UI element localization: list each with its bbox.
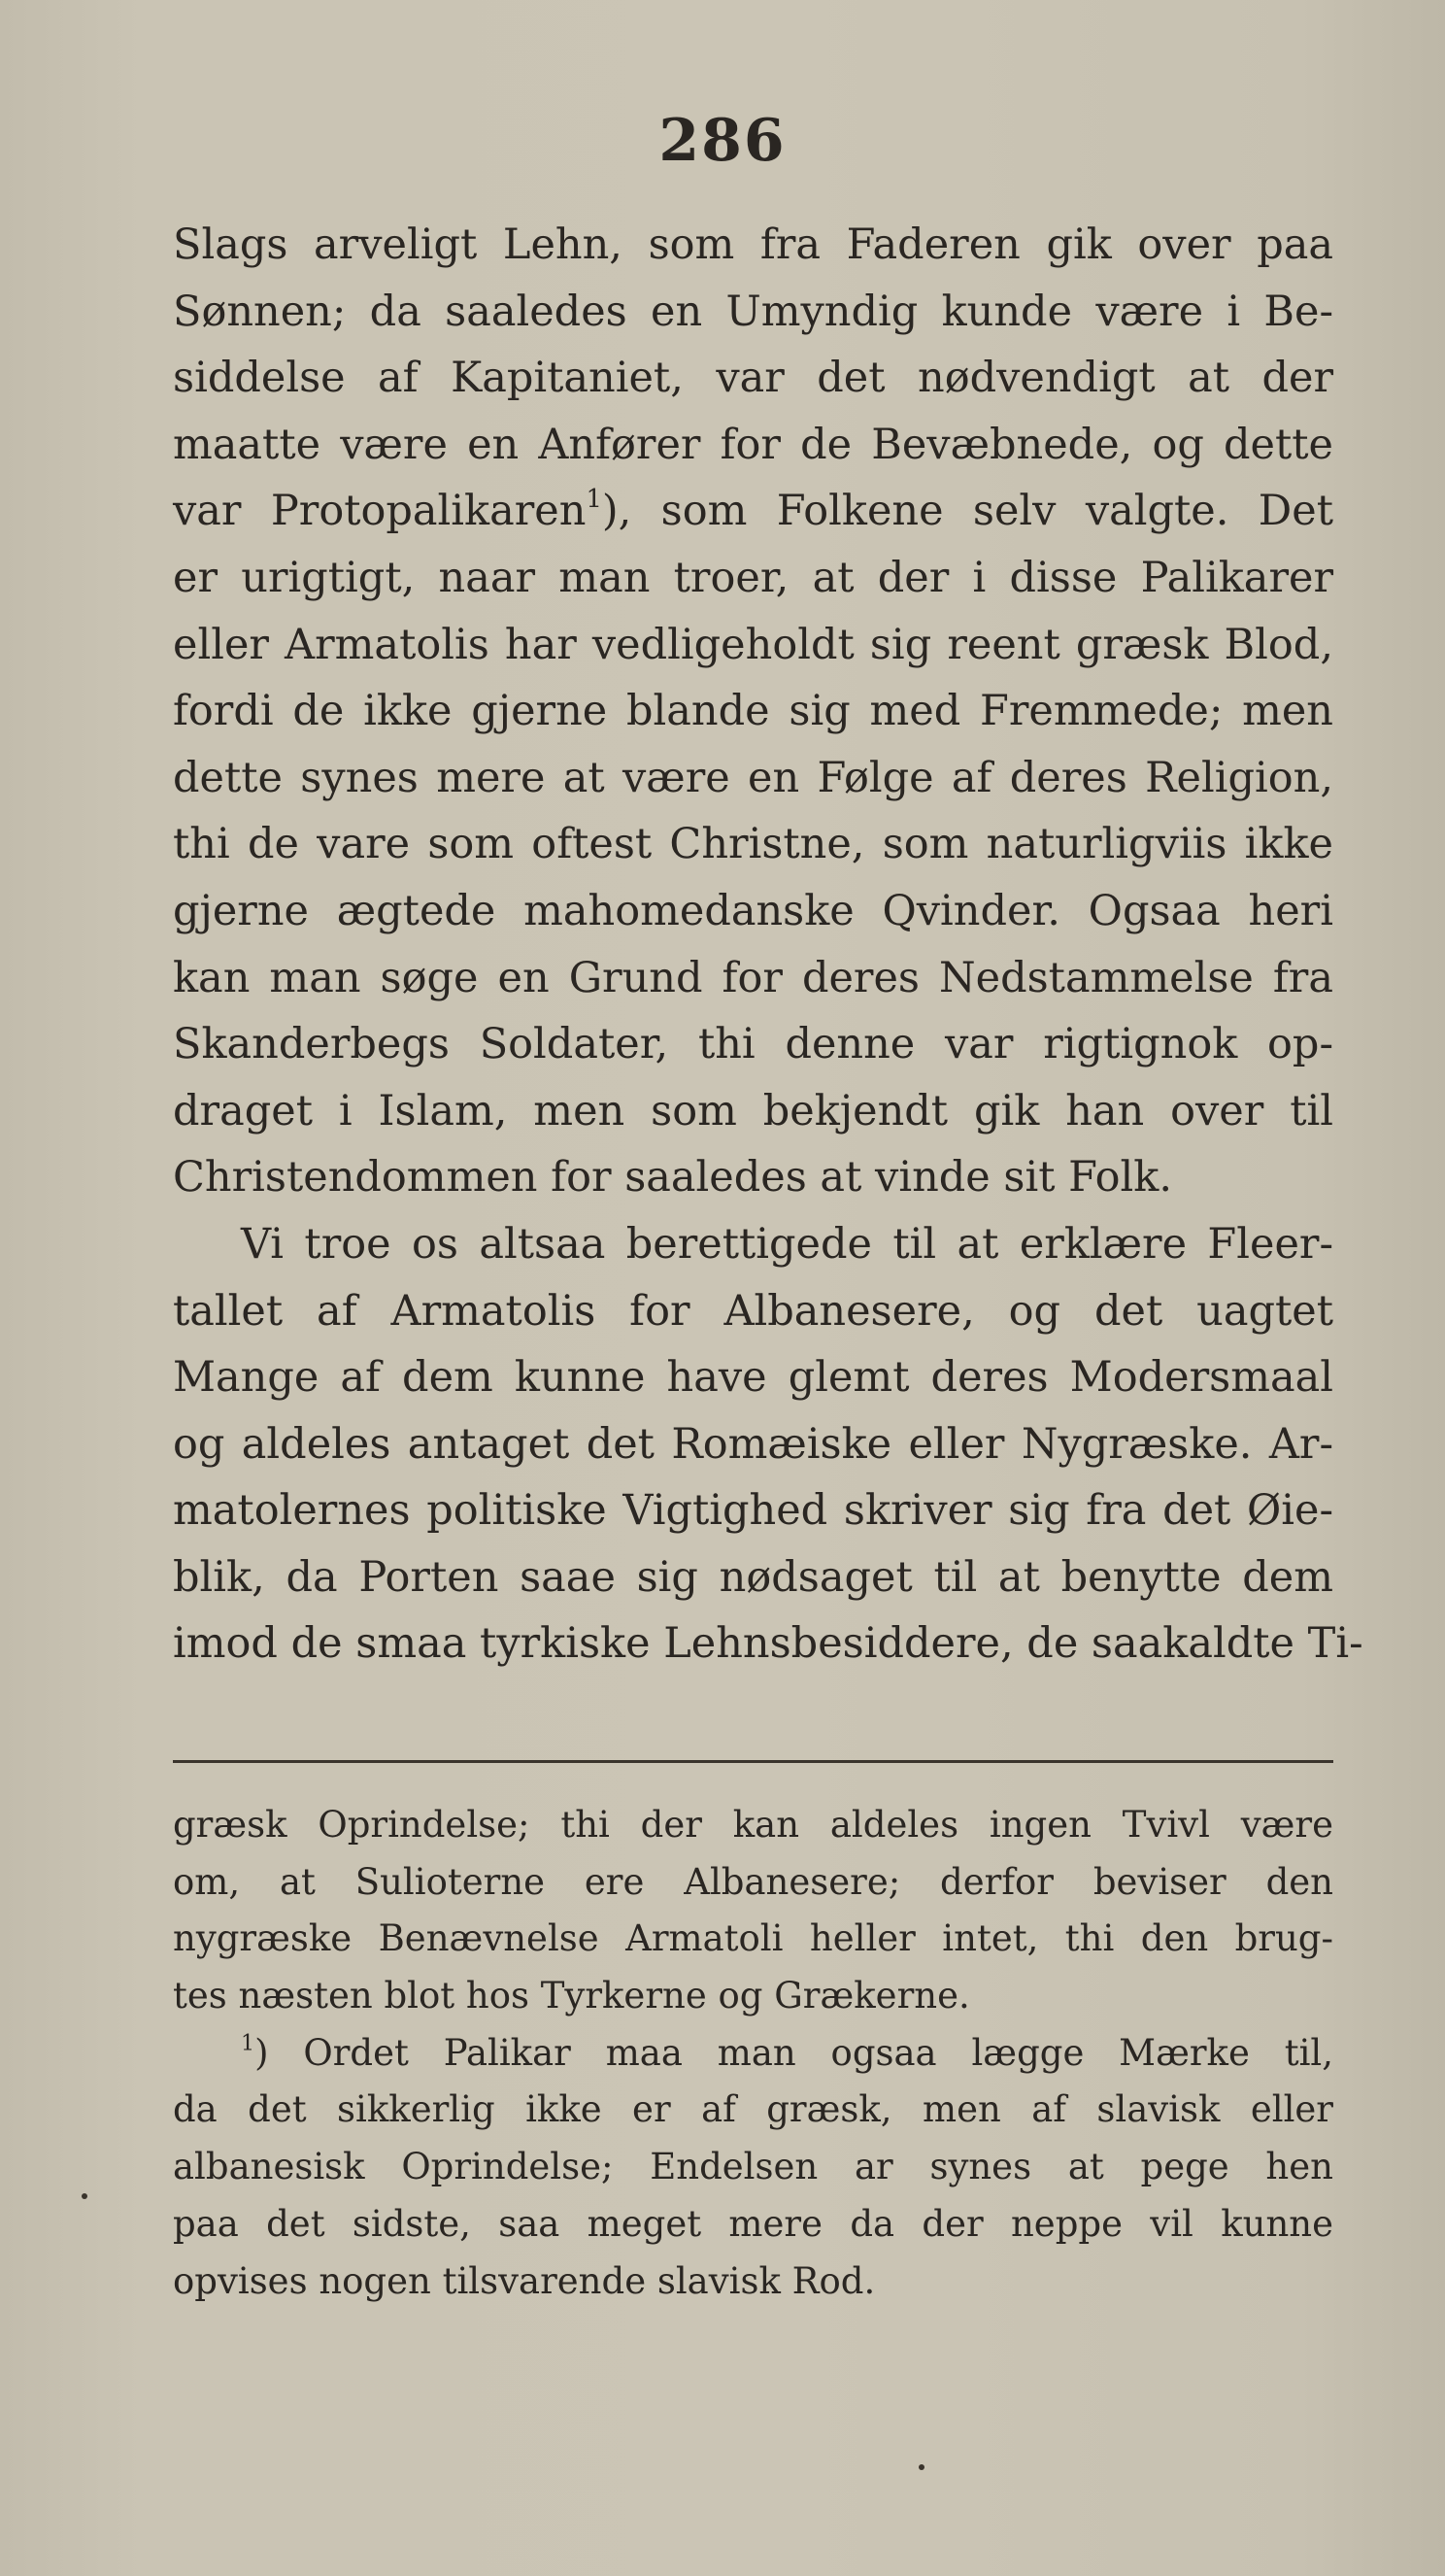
text-line: Vi troe os altsaa berettigede til at erklære Fleer- bbox=[241, 1219, 1333, 1269]
text-line: er urigtigt, naar man troer, at der i disse Palikarer bbox=[173, 553, 1333, 602]
text-line: kan man søge en Grund for deres Nedstammelse fra bbox=[173, 953, 1333, 1002]
text-line: eller Armatolis har vedligeholdt sig reent græsk Blod, bbox=[173, 620, 1333, 669]
text-line: og aldeles antaget det Romæiske eller Nygræske. Ar- bbox=[173, 1419, 1333, 1469]
page-number: 286 bbox=[658, 107, 787, 175]
text-segment: var Protopalikaren bbox=[173, 487, 587, 536]
text-line: draget i Islam, men som bekjendt gik han over til bbox=[173, 1086, 1333, 1135]
footnote-line: paa det sidste, saa meget mere da der neppe vil kunne bbox=[173, 2202, 1333, 2245]
main-text bbox=[173, 212, 1363, 1678]
footnote-line: opvises nogen tilsvarende slavisk Rod. bbox=[173, 2259, 876, 2302]
text-line: matolernes politiske Vigtighed skriver sig fra det Øie- bbox=[173, 1486, 1333, 1536]
footnote-marker-paren: ) bbox=[254, 2031, 269, 2074]
text-line: tallet af Armatolis for Albanesere, og det uagtet bbox=[173, 1286, 1333, 1336]
text-line: Sønnen; da saaledes en Umyndig kunde være i Be- bbox=[173, 287, 1333, 336]
footnote-marker: 1 bbox=[241, 2030, 255, 2056]
text-line: siddelse af Kapitaniet, var det nødvendigt at der bbox=[173, 354, 1333, 403]
text-line: thi de vare som oftest Christne, som naturligviis ikke bbox=[173, 820, 1333, 869]
text-line: dette synes mere at være en Følge af deres Religion, bbox=[173, 753, 1333, 802]
paper-speck bbox=[919, 2464, 924, 2470]
text-line: gjerne ægtede mahomedanske Qvinder. Ogsaa heri bbox=[173, 886, 1333, 935]
text-line: Slags arveligt Lehn, som fra Faderen gik over paa bbox=[173, 220, 1333, 269]
footnote-reference: 1 bbox=[586, 485, 602, 515]
text-line: Skanderbegs Soldater, thi denne var rigtignok op- bbox=[173, 1020, 1333, 1069]
footnote-line: græsk Oprindelse; thi der kan aldeles ingen Tvivl være bbox=[173, 1804, 1333, 1846]
text-line: Mange af dem kunne have glemt deres Modersmaal bbox=[173, 1353, 1333, 1403]
footnote-line: albanesisk Oprindelse; Endelsen ar synes at pege hen bbox=[173, 2146, 1333, 2188]
footnote-line: da det sikkerlig ikke er af græsk, men af slavisk eller bbox=[173, 2088, 1333, 2131]
text-line: blik, da Porten saae sig nødsaget til at benytte dem bbox=[173, 1552, 1333, 1602]
footnote-line: nygræske Benævnelse Armatoli heller intet, thi den brug- bbox=[173, 1917, 1333, 1960]
text-line bbox=[173, 478, 1333, 545]
text-line: imod de smaa tyrkiske Lehnsbesiddere, de saakaldte Ti- bbox=[173, 1619, 1363, 1669]
text-line: Christendommen for saaledes at vinde sit Folk. bbox=[173, 1153, 1173, 1203]
text-line: maatte være en Anfører for de Bevæbnede, og dette bbox=[173, 420, 1333, 469]
footnote-line: om, at Sulioterne ere Albanesere; derfor beviser den bbox=[173, 1860, 1333, 1903]
footnote-divider bbox=[173, 1760, 1333, 1763]
text-line: fordi de ikke gjerne blande sig med Fremmede; men bbox=[173, 687, 1333, 736]
text-segment: Ordet Palikar maa man ogsaa lægge Mærke til, bbox=[303, 2031, 1333, 2074]
footnotes bbox=[173, 1797, 1333, 2310]
paper-speck bbox=[82, 2193, 87, 2199]
text-segment: ), som Folkene selv valgte. Det bbox=[601, 487, 1333, 536]
footnote-line bbox=[173, 2025, 1333, 2083]
footnote-line: tes næsten blot hos Tyrkerne og Grækerne. bbox=[173, 1975, 970, 2017]
